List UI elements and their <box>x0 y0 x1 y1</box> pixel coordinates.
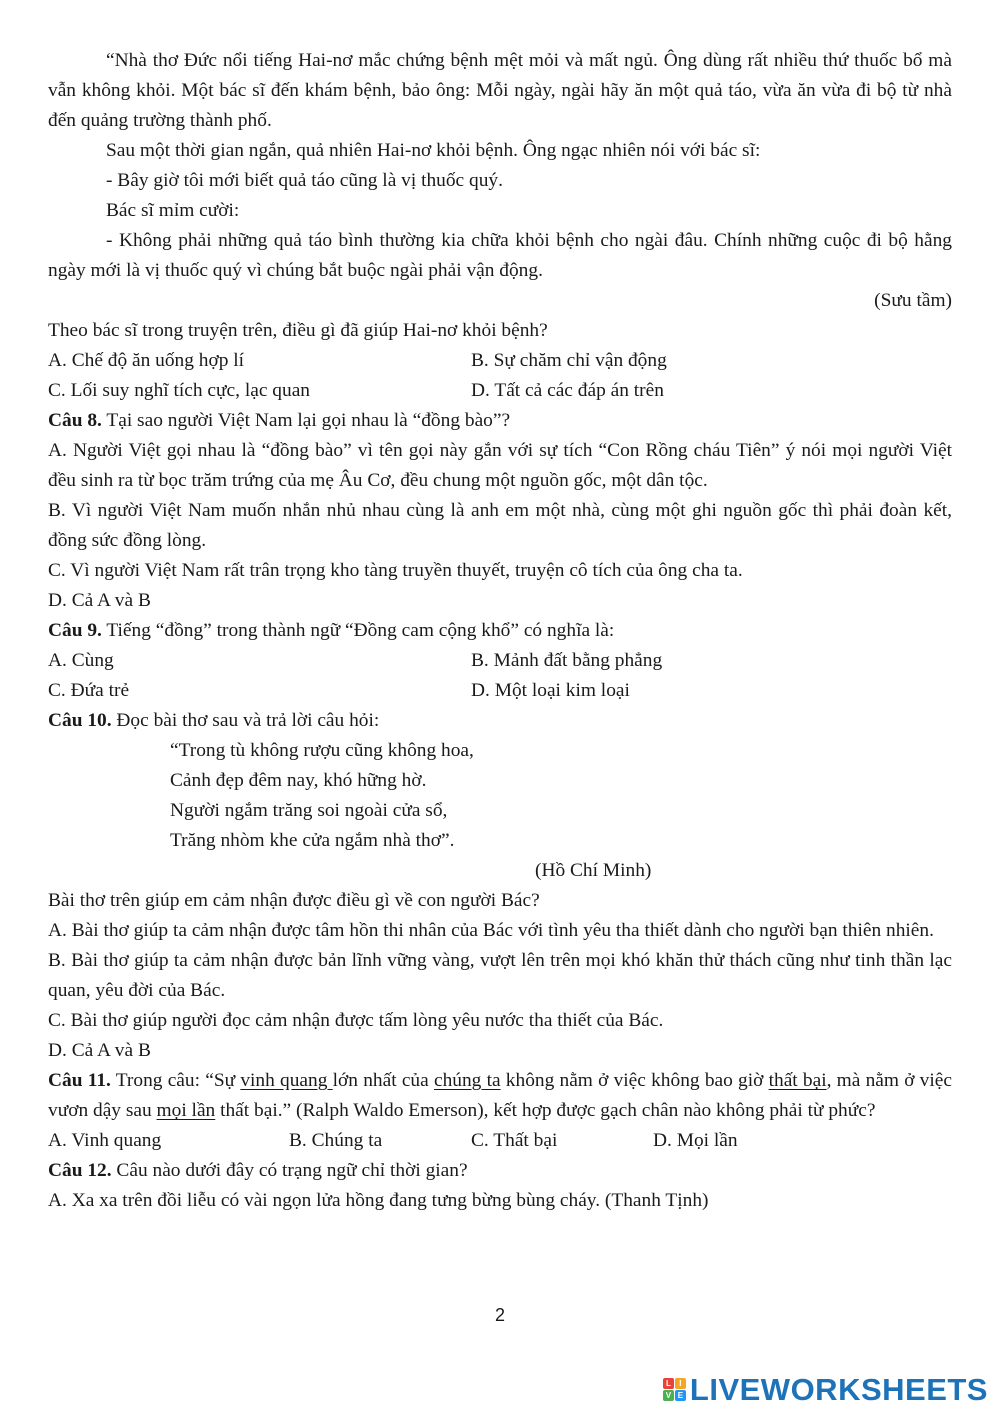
liveworksheets-logo[interactable] <box>663 1370 988 1410</box>
question-9-label: Câu 9. <box>48 620 102 641</box>
q11-text-part: thất bại.” (Ralph Waldo Emerson), kết hợp được gạch chân nào không phải từ phức? <box>215 1100 876 1121</box>
q11-underlined-1: vinh quang <box>240 1070 333 1091</box>
page-number: 2 <box>494 1305 505 1325</box>
question-7-options-row-1 <box>48 346 952 376</box>
q11-text-part: không nằm ở việc không bao giờ <box>500 1070 769 1091</box>
logo-tile: L <box>663 1378 674 1389</box>
question-12-text: Câu nào dưới đây có trạng ngữ chỉ thời gian? <box>111 1160 468 1181</box>
question-10-prompt: Bài thơ trên giúp em cảm nhận được điều gì về con người Bác? <box>48 890 540 911</box>
logo-tile: I <box>675 1378 686 1389</box>
worksheet-page <box>48 46 952 1216</box>
logo-tile: V <box>663 1390 674 1401</box>
q7-option-c: C. Lối suy nghĩ tích cực, lạc quan <box>48 380 310 401</box>
question-10-label: Câu 10. <box>48 710 112 731</box>
q7-option-a: A. Chế độ ăn uống hợp lí <box>48 350 245 371</box>
q10-option-a: A. Bài thơ giúp ta cảm nhận được tâm hồn thi nhân của Bác với tình yêu tha thiết dành cho người bạn thiên nhiên. <box>48 920 934 941</box>
question-9-options-row-2 <box>48 676 952 706</box>
q10-option-b: B. Bài thơ giúp ta cảm nhận được bản lĩnh vững vàng, vượt lên trên mọi khó khăn thử thách cũng như tinh thần lạc quan, yêu đời của Bác. <box>48 950 952 1001</box>
q7-option-b: B. Sự chăm chỉ vận động <box>471 350 667 371</box>
question-7-options-row-2 <box>48 376 952 406</box>
q11-underlined-3: thất bại <box>768 1070 827 1091</box>
question-9 <box>48 616 952 646</box>
question-8 <box>48 406 952 436</box>
question-10 <box>48 706 952 736</box>
question-9-text: Tiếng “đồng” trong thành ngữ “Đồng cam cộng khổ” có nghĩa là: <box>101 620 615 641</box>
question-11 <box>48 1066 952 1126</box>
story-dialogue-1: - Bây giờ tôi mới biết quả táo cũng là vị thuốc quý. <box>106 170 503 191</box>
question-11-label: Câu 11. <box>48 1070 111 1091</box>
q9-option-b: B. Mảnh đất bằng phẳng <box>471 650 663 671</box>
q7-option-d: D. Tất cả các đáp án trên <box>471 380 664 401</box>
q9-option-c: C. Đứa trẻ <box>48 680 130 701</box>
q11-option-a: A. Vinh quang <box>48 1130 162 1151</box>
question-12 <box>48 1156 952 1186</box>
question-10-text: Đọc bài thơ sau và trả lời câu hỏi: <box>111 710 380 731</box>
q10-option-d: D. Cả A và B <box>48 1040 151 1061</box>
question-7-text: Theo bác sĩ trong truyện trên, điều gì đã giúp Hai-nơ khỏi bệnh? <box>48 320 548 341</box>
q11-text-part: , mà nằm ở việc vươn dậy sau <box>48 1070 952 1121</box>
q9-option-a: A. Cùng <box>48 650 114 671</box>
story-source: (Sưu tầm) <box>874 290 952 311</box>
q11-text-part: Trong câu: “Sự <box>110 1070 241 1091</box>
story-dialogue-2: - Không phải những quả táo bình thường kia chữa khỏi bệnh cho ngài đâu. Chính những cuộc đi bộ hằng ngày mới là vị thuốc quý vì chúng bắt buộc ngài phải vận động. <box>48 230 952 281</box>
liveworksheets-wordmark: LIVEWORKSHEETS <box>689 1372 988 1407</box>
q8-option-c: C. Vì người Việt Nam rất trân trọng kho tàng truyền thuyết, truyện cô tích của ông cha ta. <box>48 560 743 581</box>
story-paragraph-3: Bác sĩ mỉm cười: <box>106 200 240 221</box>
story-paragraph-2: Sau một thời gian ngắn, quả nhiên Hai-nơ khỏi bệnh. Ông ngạc nhiên nói với bác sĩ: <box>106 140 761 161</box>
liveworksheets-icon <box>663 1378 687 1402</box>
question-8-label: Câu 8. <box>48 410 102 431</box>
q11-option-c: C. Thất bại <box>471 1130 558 1151</box>
q8-option-b: B. Vì người Việt Nam muốn nhắn nhủ nhau cùng là anh em một nhà, cùng một ghi nguồn gốc thì phải đoàn kết, đồng sức đồng lòng. <box>48 500 952 551</box>
q11-option-b: B. Chúng ta <box>289 1130 383 1151</box>
q10-option-c: C. Bài thơ giúp người đọc cảm nhận được tấm lòng yêu nước tha thiết của Bác. <box>48 1010 664 1031</box>
q8-option-a: A. Người Việt gọi nhau là “đồng bào” vì tên gọi này gắn với sự tích “Con Rồng cháu Tiên” ý nói mọi người Việt đều sinh ra từ bọc trăm trứng của mẹ Âu Cơ, đều chung một nguồn gốc, một dân tộc. <box>48 440 952 491</box>
poem-line-3: Người ngắm trăng soi ngoài cửa sổ, <box>170 800 448 821</box>
q12-option-a: A. Xa xa trên đồi liễu có vài ngọn lửa hồng đang tưng bừng bùng cháy. (Thanh Tịnh) <box>48 1190 709 1211</box>
logo-tile: E <box>675 1390 686 1401</box>
poem-line-1: “Trong tù không rượu cũng không hoa, <box>170 740 474 761</box>
q11-underlined-4: mọi lần <box>156 1100 216 1121</box>
q11-option-d: D. Mọi lần <box>653 1130 738 1151</box>
poem-line-4: Trăng nhòm khe cửa ngắm nhà thơ”. <box>170 830 455 851</box>
question-11-options <box>48 1126 952 1156</box>
poem-author: (Hồ Chí Minh) <box>535 860 652 881</box>
question-8-text: Tại sao người Việt Nam lại gọi nhau là “đồng bào”? <box>101 410 511 431</box>
question-12-label: Câu 12. <box>48 1160 112 1181</box>
poem-line-2: Cảnh đẹp đêm nay, khó hững hờ. <box>170 770 427 791</box>
q8-option-d: D. Cả A và B <box>48 590 151 611</box>
q9-option-d: D. Một loại kim loại <box>471 680 630 701</box>
q11-underlined-2: chúng ta <box>433 1070 501 1091</box>
q11-text-part: lớn nhất của <box>332 1070 434 1091</box>
story-paragraph-1: “Nhà thơ Đức nổi tiếng Hai-nơ mắc chứng bệnh mệt mỏi và mất ngủ. Ông dùng rất nhiều thứ thuốc bổ mà vẫn không khỏi. Một bác sĩ đến khám bệnh, bảo ông: Mỗi ngày, ngài hãy ăn một quả táo, vừa ăn vừa đi bộ từ nhà đến quảng trường thành phố. <box>48 50 952 131</box>
question-9-options-row-1 <box>48 646 952 676</box>
